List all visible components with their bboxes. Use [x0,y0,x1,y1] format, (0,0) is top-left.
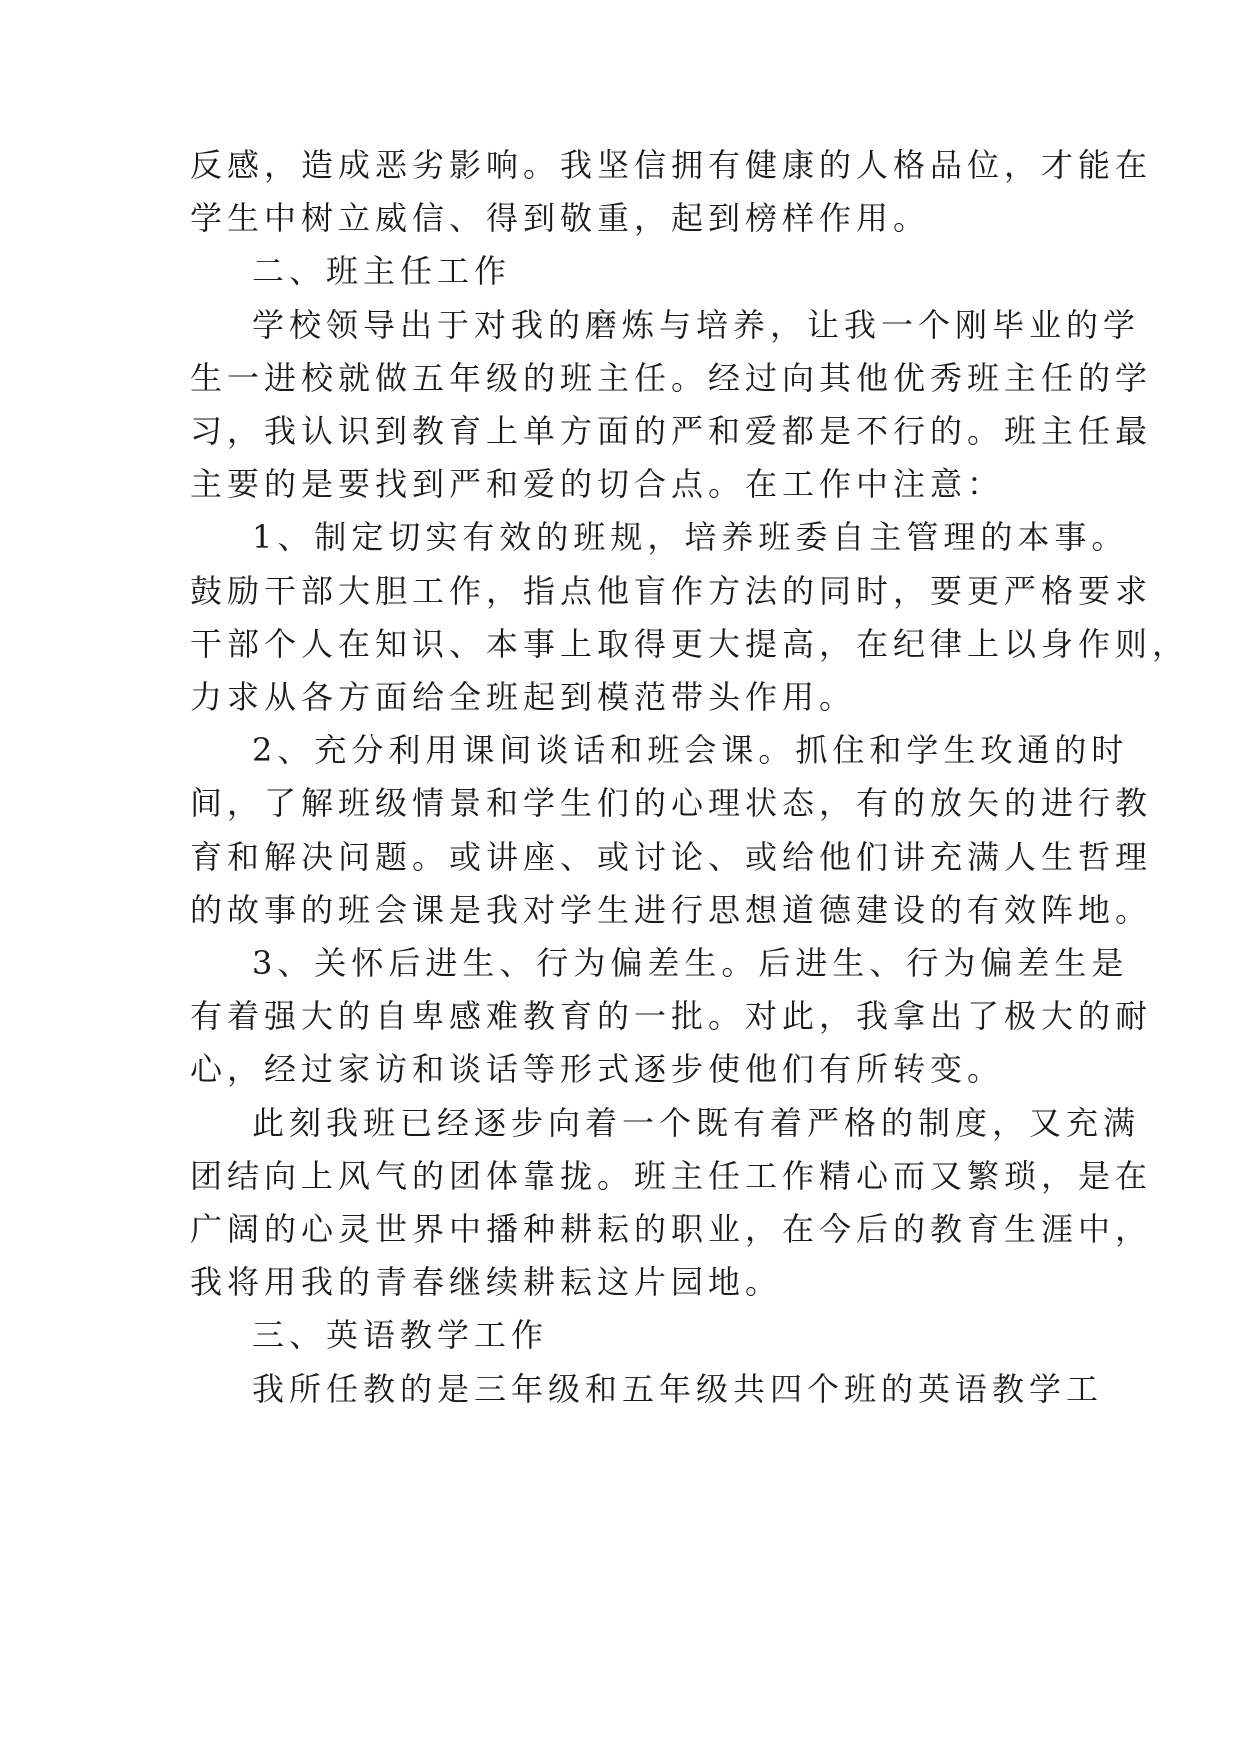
section-heading: 二、班主任工作 [252,252,512,290]
text-line: 主要的是要找到严和爱的切合点。在工作中注意： [190,465,1005,503]
text-line: 鼓励干部大胆工作，指点他盲作方法的同时，要更严格要求 [190,572,1153,610]
text-line: 心，经过家访和谈话等形式逐步使他们有所转变。 [190,1050,1005,1088]
text-line: 间，了解班级情景和学生们的心理状态，有的放矢的进行教 [190,784,1153,822]
text-line: 反感，造成恶劣影响。我坚信拥有健康的人格品位，才能在 [190,146,1153,184]
text-line: 1、制定切实有效的班规，培养班委自主管理的本事。 [252,518,1129,556]
text-line: 干部个人在知识、本事上取得更大提高，在纪律上以身作则， [190,625,1190,663]
text-line: 学校领导出于对我的磨炼与培养，让我一个刚毕业的学 [252,306,1141,344]
text-line: 2、充分利用课间谈话和班会课。抓住和学生玫通的时 [252,731,1129,769]
section-heading: 三、英语教学工作 [252,1316,549,1354]
text-line: 团结向上风气的团体靠拢。班主任工作精心而又繁琐，是在 [190,1157,1153,1195]
text-line: 力求从各方面给全班起到模范带头作用。 [190,678,857,716]
text-line: 学生中树立威信、得到敬重，起到榜样作用。 [190,199,931,237]
text-line: 我将用我的青春继续耕耘这片园地。 [190,1263,783,1301]
text-line: 习，我认识到教育上单方面的严和爱都是不行的。班主任最 [190,412,1153,450]
text-line: 的故事的班会课是我对学生进行思想道德建设的有效阵地。 [190,891,1153,929]
text-line: 有着强大的自卑感难教育的一批。对此，我拿出了极大的耐 [190,997,1153,1035]
text-line: 我所任教的是三年级和五年级共四个班的英语教学工 [252,1370,1104,1408]
text-line: 育和解决问题。或讲座、或讨论、或给他们讲充满人生哲理 [190,838,1153,876]
text-line: 此刻我班已经逐步向着一个既有着严格的制度，又充满 [252,1104,1141,1142]
text-line: 广阔的心灵世界中播种耕耘的职业，在今后的教育生涯中， [190,1210,1153,1248]
text-line: 生一进校就做五年级的班主任。经过向其他优秀班主任的学 [190,359,1153,397]
text-line: 3、关怀后进生、行为偏差生。后进生、行为偏差生是 [252,944,1129,982]
